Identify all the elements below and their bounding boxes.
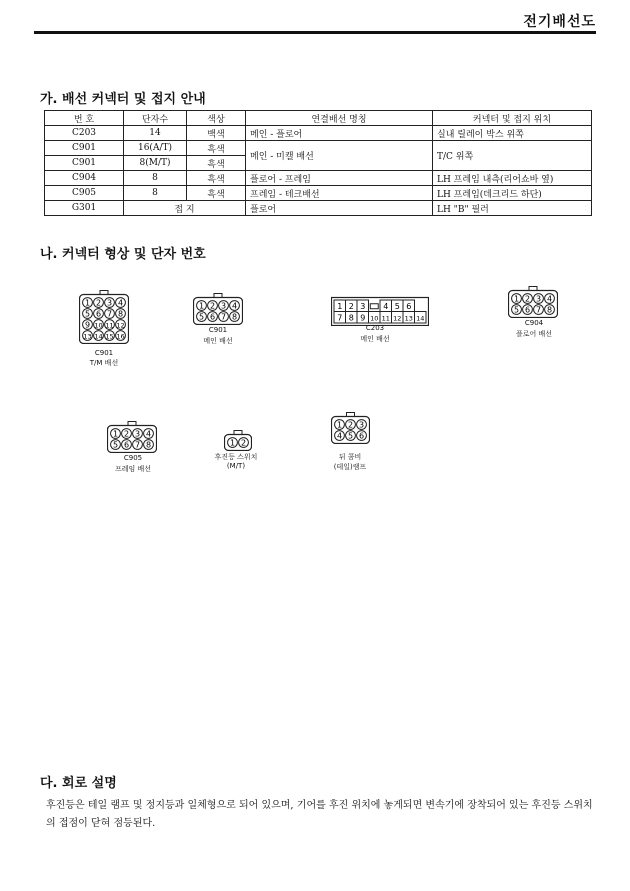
table-header-row: [45, 111, 592, 126]
table-row: [45, 141, 592, 156]
section-c-title: 다. 회로 설명: [40, 776, 117, 791]
cell: 프레임 - 테크배선: [246, 186, 433, 201]
pin-number: 2: [240, 438, 247, 448]
pin-number: 2: [209, 301, 216, 311]
connector-name-label: 후진등 스위치: [214, 453, 258, 461]
cell: 흑색: [187, 186, 246, 201]
pin-number: 15: [105, 332, 114, 341]
cell: C904: [45, 171, 124, 186]
section-a-title: 가. 배선 커넥터 및 접지 안내: [40, 92, 206, 107]
connector-face: [331, 293, 429, 326]
pin-number: 5: [112, 440, 119, 450]
connector-id-label: C203: [365, 324, 385, 332]
pin-number: 3: [358, 420, 365, 430]
connector-face: [224, 430, 252, 451]
pin-number: 1: [337, 301, 343, 311]
cell: LH 프레임 내측(리어쇼바 옆): [433, 171, 592, 186]
pin-number: 4: [145, 429, 152, 439]
section-b-title: 나. 커넥터 형상 및 단자 번호: [40, 247, 206, 262]
pin-number: 8: [231, 312, 238, 322]
connector-id-label: C901: [208, 326, 228, 334]
connector-id-label: C904: [524, 319, 544, 327]
pin-number: 5: [394, 301, 400, 311]
pin-number: 5: [513, 305, 520, 315]
cell: 접 지: [124, 201, 246, 216]
pin-number: 2: [347, 420, 354, 430]
pin-number: 7: [535, 305, 542, 315]
pin-number: 9: [84, 320, 91, 330]
header-rule: [34, 31, 596, 34]
pin-number: 4: [336, 431, 343, 441]
pin-number: 8: [117, 309, 124, 319]
cell: LH 프레임(데크리드 하단): [433, 186, 592, 201]
pin-number: 2: [95, 298, 102, 308]
connector-name-label: 플로어 배선: [515, 330, 553, 338]
pin-number: 4: [231, 301, 238, 311]
pin-number: 2: [348, 301, 354, 311]
pin-number: 7: [134, 440, 141, 450]
cell: T/C 위쪽: [433, 141, 592, 171]
pin-number: 1: [84, 298, 91, 308]
pin-number: 4: [117, 298, 124, 308]
cell: 메인 - 플로어: [246, 126, 433, 141]
pin-number: 14: [416, 314, 425, 323]
connector-table: [44, 110, 592, 216]
pin-number: 11: [105, 321, 114, 330]
pin-number: 1: [229, 438, 236, 448]
pin-number: 5: [84, 309, 91, 319]
cell: 플로어 - 프레임: [246, 171, 433, 186]
cell: 흑색: [187, 156, 246, 171]
cell: 8: [124, 171, 187, 186]
pin-number: 3: [360, 301, 366, 311]
pin-number: 7: [220, 312, 227, 322]
col-header: 번 호: [45, 111, 124, 126]
pin-number: 1: [336, 420, 343, 430]
table-row: [45, 171, 592, 186]
table-row: [45, 186, 592, 201]
pin-number: 13: [404, 314, 413, 323]
connector-c901-main: [193, 293, 243, 325]
cell: 흑색: [187, 141, 246, 156]
connector-face: [193, 293, 243, 325]
connector-sub-label: (테일)램프: [333, 463, 367, 471]
connector-id-label: C905: [123, 454, 143, 462]
connector-name-label: 뒤 콤비: [338, 453, 362, 461]
col-header: 색상: [187, 111, 246, 126]
pin-number: 1: [513, 294, 520, 304]
connector-backup-switch: [224, 430, 252, 451]
connector-c901-tm: [79, 290, 129, 344]
cell: 플로어: [246, 201, 433, 216]
pin-number: 1: [198, 301, 205, 311]
pin-number: 3: [220, 301, 227, 311]
pin-number: 4: [383, 301, 389, 311]
cell: C203: [45, 126, 124, 141]
connector-name-label: 프레임 배선: [114, 465, 152, 473]
pin-number: 14: [94, 332, 103, 341]
pin-number: 3: [106, 298, 113, 308]
cell: 실내 릴레이 박스 위쪽: [433, 126, 592, 141]
pin-number: 12: [116, 321, 125, 330]
cell: 백색: [187, 126, 246, 141]
pin-number: 8: [546, 305, 553, 315]
pin-number: 8: [145, 440, 152, 450]
pin-number: 2: [123, 429, 130, 439]
pin-number: 4: [546, 294, 553, 304]
pin-number: 7: [337, 313, 343, 323]
cell: C901: [45, 156, 124, 171]
pin-number: 12: [393, 314, 402, 323]
col-header: 커넥터 및 접지 위치: [433, 111, 592, 126]
pin-number: 13: [83, 332, 92, 341]
pin-number: 6: [123, 440, 130, 450]
pin-number: 10: [94, 321, 103, 330]
col-header: 연결배선 명칭: [246, 111, 433, 126]
cell: 16(A/T): [124, 141, 187, 156]
connector-c905: [107, 421, 157, 453]
pin-number: 1: [112, 429, 119, 439]
connector-face: [508, 286, 558, 318]
cell: 8(M/T): [124, 156, 187, 171]
connector-name-label: T/M 배선: [89, 359, 119, 367]
cell: C901: [45, 141, 124, 156]
page-header-title: 전기배선도: [523, 14, 596, 30]
connector-name-label: 메인 배선: [203, 337, 233, 345]
pin-number: 6: [358, 431, 365, 441]
pin-number: 5: [198, 312, 205, 322]
pin-number: 10: [370, 314, 379, 323]
cell: 메인 - 미캘 배선: [246, 141, 433, 171]
connector-c904: [508, 286, 558, 318]
pin-number: 6: [95, 309, 102, 319]
col-header: 단자수: [124, 111, 187, 126]
connector-rear-combi-lamp: [331, 412, 370, 444]
connector-c203: [331, 293, 429, 326]
pin-number: 11: [381, 314, 390, 323]
connector-face: [79, 290, 129, 344]
connector-sub-label: (M/T): [226, 462, 246, 470]
pin-number: 6: [209, 312, 216, 322]
pin-number: 5: [347, 431, 354, 441]
cell: 14: [124, 126, 187, 141]
pin-number: 9: [360, 313, 366, 323]
pin-number: 3: [134, 429, 141, 439]
cell: G301: [45, 201, 124, 216]
pin-number: 3: [535, 294, 542, 304]
pin-number: 2: [524, 294, 531, 304]
pin-number: 16: [116, 332, 125, 341]
connector-id-label: C901: [94, 349, 114, 357]
cell: 8: [124, 186, 187, 201]
cell: C905: [45, 186, 124, 201]
pin-number: 8: [348, 313, 354, 323]
pin-number: 6: [524, 305, 531, 315]
circuit-description: 후진등은 테일 램프 및 정지등과 일체형으로 되어 있으며, 기어를 후진 위치에 놓게되면 변속기에 장착되어 있는 후진등 스위치의 접점이 닫혀 점등된다.: [46, 800, 593, 829]
cell: 흑색: [187, 171, 246, 186]
connector-face: [107, 421, 157, 453]
connector-face: [331, 412, 370, 444]
cell: LH "B" 필러: [433, 201, 592, 216]
connector-name-label: 메인 배선: [360, 335, 390, 343]
pin-number: 6: [406, 301, 412, 311]
pin-number: 7: [106, 309, 113, 319]
table-row: [45, 126, 592, 141]
table-row: [45, 201, 592, 216]
